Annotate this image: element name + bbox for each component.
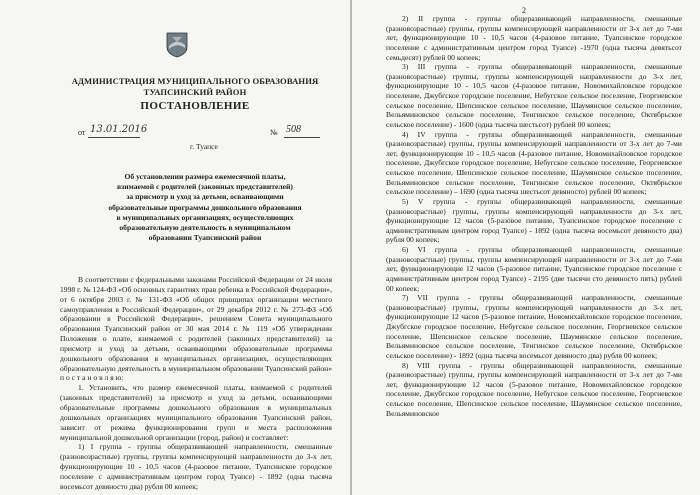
organization-name: АДМИНИСТРАЦИЯ МУНИЦИПАЛЬНОГО ОБРАЗОВАНИЯ ТУАПСИНСКИЙ РАЙОН (71, 76, 319, 97)
date-underline (88, 137, 140, 138)
paragraph: 1. Установить, что размер ежемесячной платы, взимаемой с родителей (законных представителей) за присмотр и уход за детьми, осваивающими образовательные программы дошкольного образования в муниципальных дошкольных организациях муниципального образования Туапсинский район, зависит от режима функционирования групп и места расположения муниципальной дошкольной организации (город, район) и составляет: (60, 383, 332, 442)
paragraph: 8) VIII группа - группы общеразвивающей направленности, смешанные (разновозрастные) группы, группы компенсирующей направленности от 3-х лет до 7-ми лет, функционирующие 12 часов (5-разовое питание, Новомихайловское городское поселение, Джубгское городское поселение, Небугское сельское поселение, Георгиевское сельское поселение, Шепсинское сельское поселение, Шаумянское сельское поселение, Вельяминовское (386, 360, 682, 418)
paragraph: 6) VI группа - группы общеразвивающей направленности, смешанные (разновозрастные) группы, группы компенсирующей направленности от 3-х лет до 7-ми лет, функционирующие 12 часов (5-разовое питание, Туапсинское городское поселение с административным центром город Туапсе) - 2195 (две тысячи сто девяносто пять) рублей 00 копеек; (386, 245, 682, 293)
number-label: № (270, 128, 278, 137)
handwritten-date: 13.01.2016 (90, 124, 148, 135)
date-label: от (78, 128, 86, 137)
coat-of-arms-icon (166, 32, 188, 58)
paragraph: 4) IV группа - группы общеразвивающей направленности, смешанные (разновозрастные) группы, группы компенсирующей направленности от 3-х лет до 7-ми лет, функционирующие 10 - 10,5 часов (4-разовое питание, Новомихайловское городское поселение, Джубгское городское поселение, Небугское сельское поселение, Георгиевское сельское поселение, Шепсинское сельское поселение, Шаумянское сельское поселение, Вельяминовское сельское поселение, Тенгинское сельское поселение, Октябрьское сельское поселение) – 1690 (одна тысяча шестьсот девяносто) рублей 00 копеек; (386, 129, 682, 197)
paragraph: 7) VII группа - группы общеразвивающей направленности, смешанные (разновозрастные) группы, группы компенсирующей направленности до 3-х лет, функционирующие 12 часов (5-разовое питание, Новомихайловское городское поселение, Джубгское городское поселение, Небугское сельское поселение, Георгиевское сельское поселение, Шепсинское сельское поселение, Шаумянское сельское поселение, Вельяминовское сельское поселение, Тенгинское сельское поселение, Октябрьское сельское поселение) - 1892 (одна тысяча восемьсот девяносто два) рубля 00 копеек; (386, 293, 682, 360)
paragraph: 1) I группа - группы общеразвивающей направленности, смешанные (разновозрастные) группы, группы компенсирующей направленности до 3-х лет, функционирующие 10 - 10,5 часов (4-разовое питание, Туапсинское городское поселение с административным центром город Туапсе) - 1892 (одна тысяча восемьсот девяносто два) рубля 00 копеек; (60, 442, 332, 491)
decree-heading: ПОСТАНОВЛЕНИЕ (140, 100, 250, 112)
number-underline (284, 137, 320, 138)
page2-body (386, 14, 682, 418)
paragraph: 3) III группа - группы общеразвивающей направленности, смешанные (разновозрастные) группы, группы компенсирующей направленности до 3-х лет, функционирующие 10 - 10,5 часов (4-разовое питание, Новомихайловское городское поселение, Джубгское городское поселение, Небугское сельское поселение, Георгиевское сельское поселение, Шепсинское сельское поселение, Шаумянское сельское поселение, Вельяминовское сельское поселение, Тенгинское сельское поселение, Октябрьское сельское поселение) - 1600 (одна тысяча шестьсот) рублей 00 копеек; (386, 62, 682, 129)
paragraph: 5) V группа - группы общеразвивающей направленности, смешанные (разновозрастные) группы, группы компенсирующей направленности до 3-х лет, функционирующие 12 часов (5-разовое питание, Туапсинское городское поселение с административным центром город Туапсе) - 1892 (одна тысяча восемьсот девяносто два) рубля 00 копеек; (386, 196, 682, 245)
city-name: г. Туапсе (190, 142, 218, 151)
handwritten-number: 508 (286, 124, 301, 135)
paragraph: 2) II группа - группы общеразвивающей направленности, смешанные (разновозрастные) группы, группы компенсирующей направленности от 3-х лет до 7-ми лет, функционирующие 10 - 10,5 часов (4-разовое питание, Туапсинское городское поселение с административным центром город Туапсе) -1970 (одна тысяча девятьсот семьдесят) рублей 00 копеек; (386, 14, 682, 62)
page-number: 2 (522, 6, 526, 15)
paragraph: В соответствии с федеральными законами Российской Федерации от 24 июля 1998 г. № 124-ФЗ «Об основных гарантиях прав ребенка в Российской Федерации», от 6 октября 2003 г. № 131-ФЗ «Об общих принципах организации местного самоуправления в Российской Федерации», от 29 декабря 2012 г. № 273-ФЗ «Об образовании в Российской Федерации», решением Совета муниципального образования Туапсинский район от 30 мая 2014 г. № 119 «Об утверждении Положения о плате, взимаемой с родителей (законных представителей) за присмотр и уход за детьми, осваивающими образовательные программы дошкольного образования в муниципальных организациях, осуществляющих образовательную деятельность в муниципальном образовании Туапсинский район» п о с т а н о в л я ю: (60, 275, 332, 383)
document-title: Об установлении размера ежемесячной платы, взимаемой с родителей (законных представителей) за присмотр и уход за детьми, осваивающими образовательные программы дошкольного образования в муниципальных организациях, осуществляющих образовательную деятельность в муниципальном образовании Туапсинский район (108, 172, 302, 243)
page1-body (60, 275, 332, 492)
